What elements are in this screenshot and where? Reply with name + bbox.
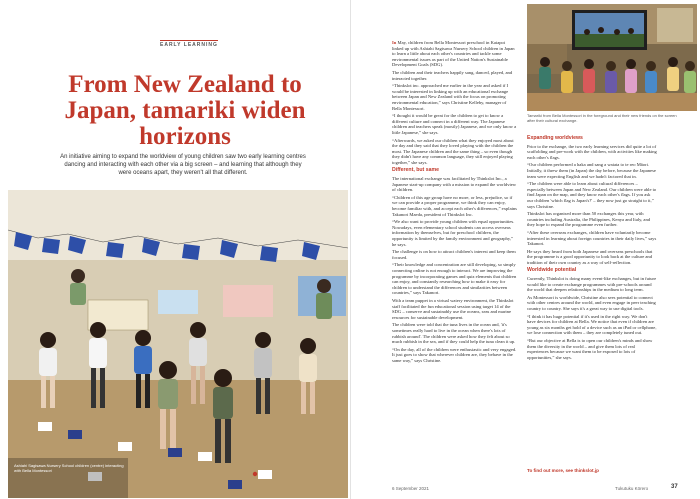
body-paragraph: The challenge is on how to attract children's interest and keep them focused. bbox=[392, 249, 516, 260]
classroom-photo bbox=[8, 190, 348, 498]
page-number: 37 bbox=[671, 484, 678, 490]
body-paragraph: “I think it has huge potential if it's used in the right way. We don't have devices for children at Bella. We notice that even if children are young as six months get hold of a device such as an iPad or cellphone, we lose connection with them – they are completely tuned out. bbox=[527, 313, 657, 336]
body-paragraph: As Montessori is worldwide, Christine also sees potential to connect with other centres around the world, and even engage in peer teaching country to country. She says it's a great way to use digital tools. bbox=[527, 294, 656, 312]
body-column-1 bbox=[392, 40, 517, 480]
body-paragraph: “Our children performed a haka and sang a waiata to te reo Māori. Initially, it threw them (in Japan) the day before, because the Japanese team were expecting English and we hadn't factored that in. bbox=[527, 162, 656, 179]
body-paragraph: “The children were able to learn about cultural differences – especially between Japan and New Zealand. Our children were able to find Japan on the map, and they know each other's flags. If you ask our children 'which flag is Japan's?' – they now just go straight to it,” says Christine. bbox=[527, 181, 657, 209]
body-paragraph: With a team puppet in a virtual watery environment, the Thinkslot staff facilitated the fun educational session using target 14 of the SDG – conserve and sustainably use the oceans, seas and marine resources for sustainable development. bbox=[392, 297, 514, 320]
body-paragraph: “After these overseas exchanges, children have voluntarily become interested in learning about foreign countries in their daily lives,” says Takanori. bbox=[527, 229, 657, 247]
subheading: Expanding worldviews bbox=[527, 135, 583, 141]
body-paragraph: “Their knowledge and concentration are still developing, so simply connecting online is not enough to interact. We are improving the programme by incorporating games and quiz elements that children can enjoy, and constantly researching how to make it easy for children to understand the differences and similarities between countries,” says Takanori. bbox=[392, 262, 517, 296]
video-call-photo bbox=[527, 4, 697, 111]
body-paragraph: “I thought it would be great for the children to get to know a different culture and connect in a different way. The Japanese children and teachers speak (mostly) Japanese, and we only know a little Japanese,” she says. bbox=[392, 113, 517, 135]
body-paragraph: Prior to the exchange, the two early learning services did quite a lot of scaffolding and pre-work with the children, with activities like making each other's flags. bbox=[527, 143, 657, 160]
article-headline: From New Zealand to Japan, tamariki widen horizons bbox=[64, 71, 306, 150]
section-tag: EARLY LEARNING bbox=[160, 42, 218, 48]
find-out-more-line: To find out more, see thinkslot.jp bbox=[527, 468, 599, 473]
body-paragraph: “Afterwards, we asked our children what they enjoyed most about the day and they said that they loved playing with the children the most. The Japanese children and the same thing – so even though they didn't have any common language, they still enjoyed playing together,” she says. bbox=[392, 137, 514, 165]
body-paragraph: “But our objective at Bella is to open our children's minds and show them the diversity in the world – and give them lots of real experiences because we want them to be exposed to lots of opportunities,” she says. bbox=[527, 338, 653, 360]
body-column-2 bbox=[527, 133, 657, 473]
body-paragraph: The international exchange was facilitated by Thinkslot Inc., a Japanese start-up company with a mission to expand the worldview of children. bbox=[392, 176, 517, 193]
body-paragraph: He says they heard from both Japanese and overseas preschools that the programme is a good opportunity to look back at the culture and tradition of their own country as a way of self-reflection. bbox=[527, 248, 653, 265]
body-paragraph: “Thinkslot inc. approached me earlier in the year and asked if I would be interested in linking up with an educational exchange between Japan and New Zealand with the focus on promoting environmental education,” says Christine Kelleby, manager of Bella Montessori. bbox=[392, 83, 509, 111]
body-paragraph: “Children of this age group have no more, or less, prejudice, so if we can provide a proper programme, we think they can enjoy, become familiar with, and accept each other's differences,” explains Takanori Maeda, president of Thinkslot Inc. bbox=[392, 194, 517, 217]
body-paragraph: The children and their teachers happily sang, danced, played, and interacted together. bbox=[392, 69, 513, 81]
article-standfirst: An initiative aiming to expand the worldview of young children saw two early learning centres dancing and interacting with each other via a big screen – and learning that although they were oceans apart, they weren't all that different. bbox=[60, 154, 306, 176]
paragraph-text: May, children from Bella Montessori preschool in Kaiapoi linked up with Ashiahi Sagisawa Nursery School children in Japan to learn a little about each other's countries and tackle some environmental issues as part of the United Nation's Sustainable Development Goals (SDG). bbox=[392, 40, 515, 68]
body-paragraph: “On the day, all of the children were enthusiastic and very engaged. It just goes to show that wherever children are, they behave in the same way,” says Christine. bbox=[392, 346, 517, 363]
right-photo-caption: Tamariki from Bella Montessori in the foreground and their new friends on the screen after their cultural exchange. bbox=[527, 113, 677, 123]
folio-publication-name: Tukutuku Kōrero bbox=[615, 486, 649, 491]
body-paragraph: The children were told that the tuna lives in the ocean and, 'it's sometimes really hard to live in the ocean when there's lots of rubbish around'. The children were asked how they felt about so much rubbish in the sea, and if they could help the tuna clean it up. bbox=[392, 322, 516, 345]
body-paragraph: Thinkslot has organised more than 50 exchanges this year, with countries including Australia, the Philippines, Kenya and Italy, and they hope to expand the programme even further. bbox=[527, 211, 651, 228]
photo-caption: Ashiahi Sagisawa Nursery School children (centre) interacting with Bella Montessori bbox=[14, 463, 124, 473]
subheading: Worldwide potential bbox=[527, 267, 577, 274]
subheading: Different, but same bbox=[392, 167, 439, 174]
body-paragraph: Currently, Thinkslot is doing many event-like exchanges, but in future would like to create exchange programmes with pre-schools around the world that deepen relationships in the medium to long term. bbox=[527, 276, 657, 293]
folio-date: 6 September 2021 bbox=[392, 486, 430, 491]
body-paragraph bbox=[392, 40, 517, 68]
drop-cap: In bbox=[392, 40, 397, 45]
body-paragraph: “We also want to provide young children with equal opportunities. Nowadays, even elementary school students can access overseas information by themselves, but for preschool children, the opportunity is limited by the family environment and geography,” he says. bbox=[392, 219, 515, 247]
